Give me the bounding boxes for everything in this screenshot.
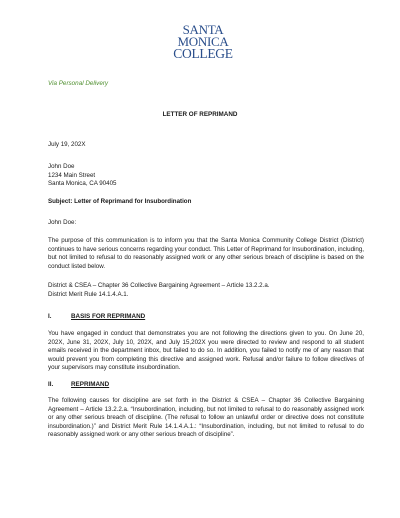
reference-line: District Merit Rule 14.1.4.A.1. [48, 290, 129, 298]
logo-line-3: COLLEGE [173, 46, 233, 61]
logo-line-1: SANTA [182, 22, 224, 37]
salutation: John Doe: [48, 219, 77, 226]
recipient-address [48, 163, 364, 189]
address-line: Santa Monica, CA 90405 [48, 180, 117, 188]
section-number: II. [48, 381, 54, 388]
college-logo [163, 24, 243, 60]
references [48, 282, 364, 299]
section-1-heading [48, 313, 145, 320]
letter-date: July 19, 202X [48, 141, 86, 148]
logo-line-2: MONICA [177, 34, 229, 49]
section-title: REPRIMAND [71, 381, 110, 388]
reference-line: District & CSEA – Chapter 36 Collective Bargaining Agreement – Article 13.2.2.a. [48, 282, 270, 289]
intro-paragraph: The purpose of this communication is to inform you that the Santa Monica Community College District (District) continues to have serious concerns regarding your conduct. This Letter of Reprimand for Insubordination, including, but not limited to refusal to do reasonably assigned work or any other serious breach of discipline is based on the conduct listed below. [48, 237, 364, 270]
section-2-heading [48, 381, 109, 388]
address-line: John Doe [48, 163, 75, 170]
subject-line: Subject: Letter of Reprimand for Insubordination [48, 198, 192, 205]
section-title: BASIS FOR REPRIMAND [71, 313, 146, 320]
delivery-method: Via Personal Delivery [48, 80, 109, 87]
section-1-body: You have engaged in conduct that demonstrates you are not following the directions given to you. On June 20, 202X, June 31, 202X, July 10, 202X, and July 15,202X you were directed to review and respond to all student emails received in the department inbox, but failed to do so. In addition, you failed to notify me of any reason that would prevent you from completing this directive and assigned work. Refusal and/or failure to follow directives of your supervisors may constitute insubordination. [48, 330, 364, 372]
letter-heading: LETTER OF REPRIMAND [162, 111, 238, 118]
section-2-body: The following causes for discipline are set forth in the District & CSEA – Chapter 36 Collective Bargaining Agreement – Article 13.2.2.a. “Insubordination, including, but not limited to refusal to do reasonably assigned work or any other serious breach of discipline. (The refusal to follow an unlawful order or directive does not constitute insubordination.)” and District Merit Rule 14.1.4.A.1.: “Insubordination, including, but not limited to refusal to do reasonably assigned work or any other serious breach of discipline”. [48, 397, 364, 439]
address-line: 1234 Main Street [48, 171, 96, 179]
section-number: I. [48, 313, 52, 320]
